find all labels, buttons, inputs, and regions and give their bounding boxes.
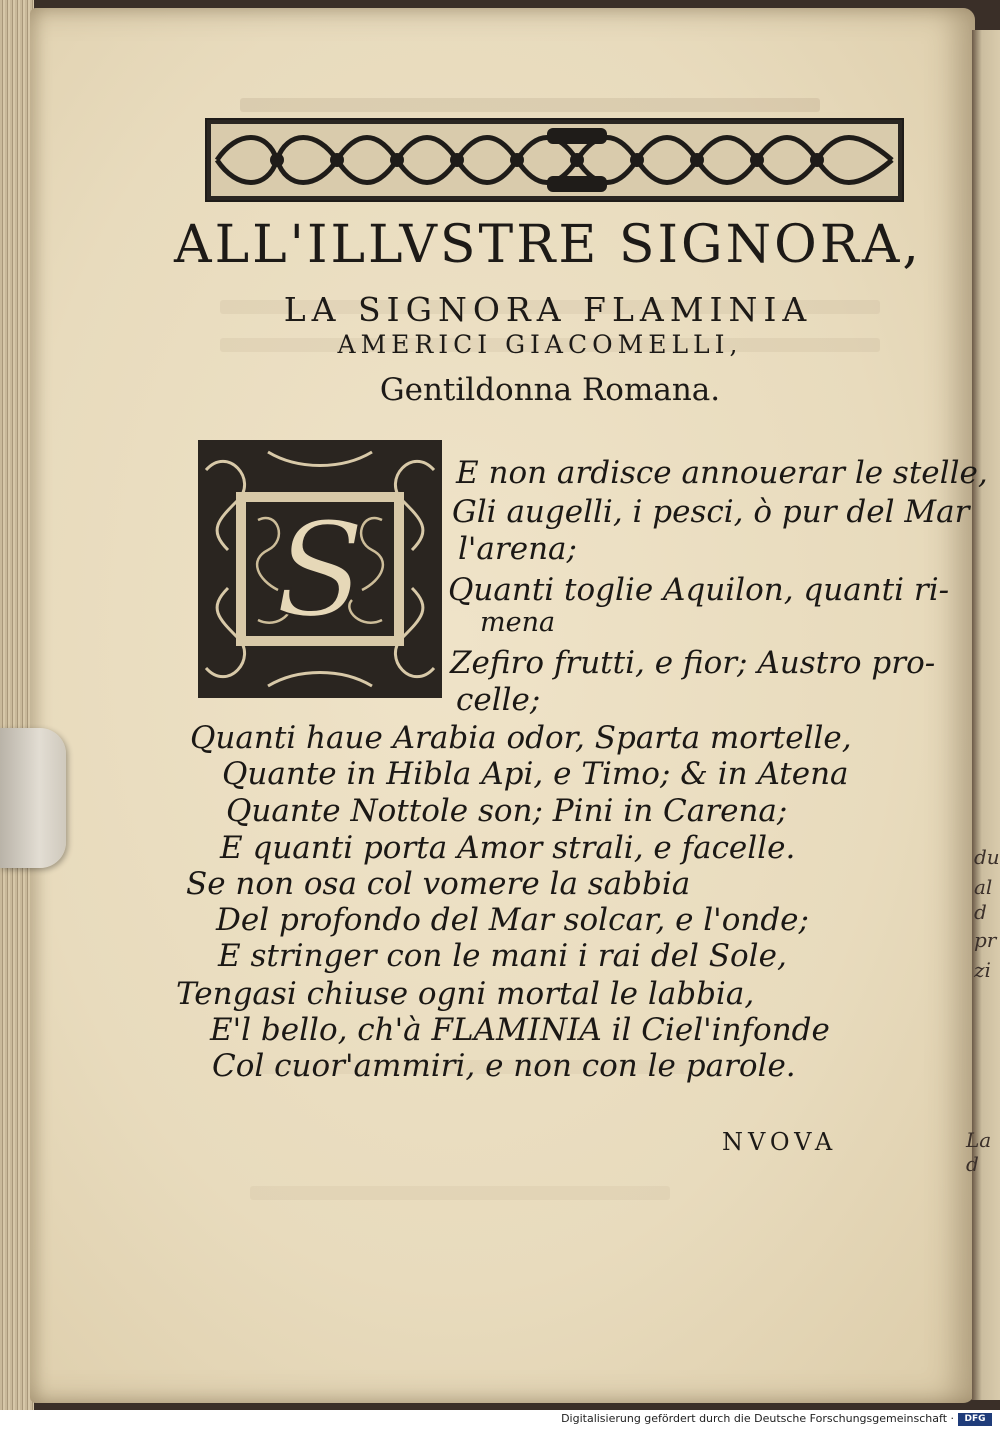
verse-line: E quanti porta Amor strali, e facelle.: [220, 830, 796, 866]
decorated-initial: [198, 440, 442, 698]
verse-line: Quanti toglie Aquilon, quanti ri-: [448, 572, 950, 608]
footer-bar: [0, 1410, 1000, 1429]
verse-line: l'arena;: [458, 531, 577, 567]
show-through: [240, 98, 820, 112]
dedication-title: ALL'ILLVSTRE SIGNORA,: [174, 215, 922, 275]
dedication-name: LA SIGNORA FLAMINIA: [283, 290, 813, 329]
verse-line: E'l bello, ch'à FLAMINIA il Ciel'infonde: [210, 1012, 830, 1048]
verse-line: E stringer con le mani i rai del Sole,: [218, 938, 787, 974]
next-page-fragment: al: [974, 875, 993, 899]
verse-line: E non ardisce annouerar le stelle,: [456, 455, 988, 491]
verse-line: Quanti haue Arabia odor, Sparta mortelle,: [190, 720, 852, 756]
next-page-fragment: d: [974, 900, 987, 924]
verse-line: Col cuor'ammiri, e non con le parole.: [212, 1048, 796, 1084]
page-clip: [0, 728, 66, 868]
ornamental-headpiece: [205, 118, 904, 202]
verse-line: Zefiro frutti, e fior; Austro pro-: [450, 645, 936, 681]
verse-line: Quante in Hibla Api, e Timo; & in Atena: [222, 756, 849, 792]
page-block-edges: [0, 0, 34, 1410]
verse-line: Tengasi chiuse ogni mortal le labbia,: [176, 976, 755, 1012]
verse-line: Se non osa col vomere la sabbia: [186, 866, 691, 902]
verse-line: mena: [480, 607, 556, 638]
initial-letter: S: [275, 494, 365, 646]
next-page-fragment: zi: [974, 958, 991, 982]
dedication-surname: AMERICI GIACOMELLI,: [337, 330, 743, 359]
next-page-fragment: pr: [974, 928, 997, 952]
verse-line: Gli augelli, i pesci, ò pur del Mar: [452, 494, 970, 530]
next-page-fragment: La d: [966, 1128, 992, 1176]
catchword: NVOVA: [722, 1128, 838, 1156]
verse-line: Del profondo del Mar solcar, e l'onde;: [216, 902, 809, 938]
dedication-subtitle: Gentildonna Romana.: [379, 372, 721, 408]
show-through: [250, 1186, 670, 1200]
verse-line: Quante Nottole son; Pini in Carena;: [226, 793, 788, 829]
funding-credit: Digitalisierung gefördert durch die Deutsche Forschungsgemeinschaft ·: [561, 1412, 954, 1425]
next-page-fragment: du: [974, 845, 1000, 869]
dfg-logo: DFG: [958, 1413, 992, 1426]
verse-line: celle;: [456, 682, 541, 718]
